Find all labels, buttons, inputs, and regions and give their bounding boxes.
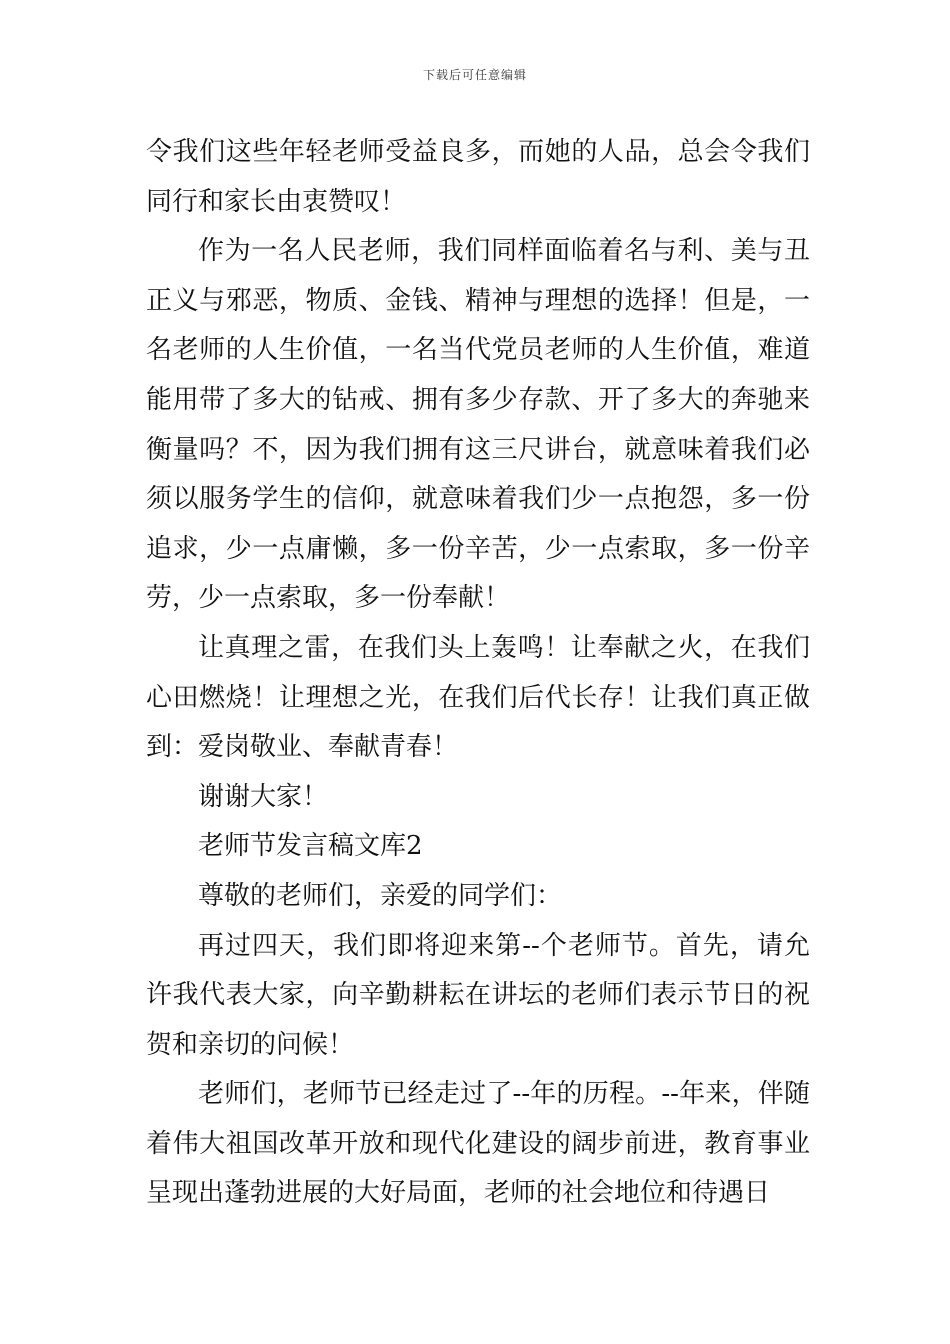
paragraph: 令我们这些年轻老师受益良多，而她的人品，总会令我们同行和家长由衷赞叹！ bbox=[146, 137, 810, 217]
salutation: 尊敬的老师们，亲爱的同学们： bbox=[198, 880, 563, 911]
paragraph: 作为一名人民老师，我们同样面临着名与利、美与丑正义与邪恶，物质、金钱、精神与理想的选择！但是，一名老师的人生价值，一名当代党员老师的人生价值，难道能用带了多大的钻戒、拥有多少存款、开了多大的奔驰来衡量吗？不，因为我们拥有这三尺讲台，就意味着我们必须以服务学生的信仰，就意味着我们少一点抱怨，多一份追求，少一点庸懒，多一份辛苦，少一点索取，多一份辛劳，少一点索取，多一份奉献！ bbox=[146, 236, 810, 614]
paragraph: 让真理之雷，在我们头上轰鸣！让奉献之火，在我们心田燃烧！让理想之光，在我们后代长存！让我们真正做到：爱岗敬业、奉献青春！ bbox=[146, 632, 810, 763]
paragraph: 谢谢大家！ bbox=[198, 781, 329, 812]
section-heading: 老师节发言稿文库2 bbox=[198, 831, 423, 862]
document-body bbox=[146, 128, 810, 1219]
paragraph: 再过四天，我们即将迎来第--个老师节。首先，请允许我代表大家，向辛勤耕耘在讲坛的老师们表示节日的祝贺和亲切的问候！ bbox=[146, 930, 810, 1060]
paragraph: 老师们，老师节已经走过了--年的历程。--年来，伴随着伟大祖国改革开放和现代化建设的阔步前进，教育事业呈现出蓬勃进展的大好局面，老师的社会地位和待遇日 bbox=[146, 1079, 810, 1209]
page-header: 下载后可任意编辑 bbox=[422, 68, 527, 82]
